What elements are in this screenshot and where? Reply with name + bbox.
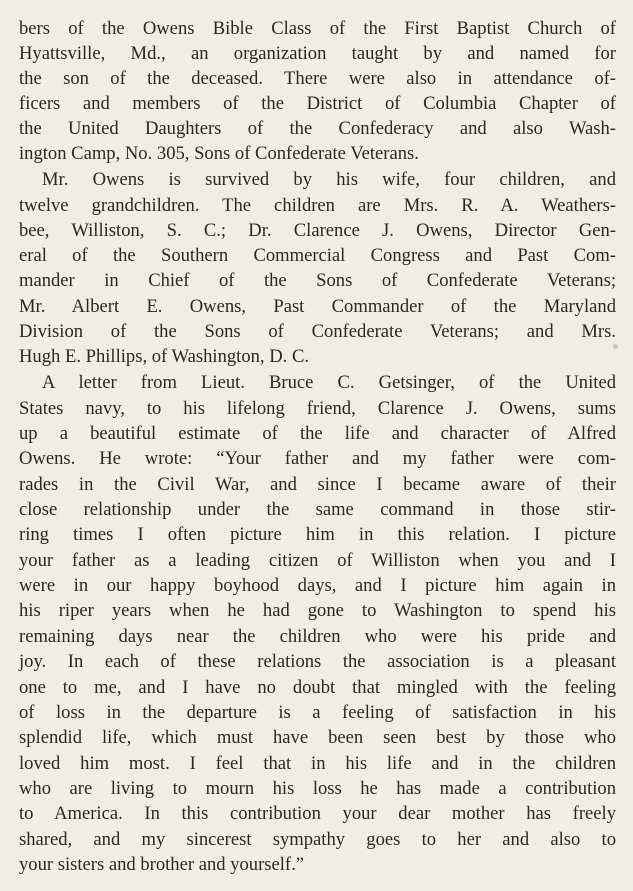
text-line: eral of the Southern Commercial Congress and Past Com- [19, 245, 616, 266]
text-line: Owens. He wrote: “Your father and my father were com- [19, 448, 616, 469]
text-line: of loss in the departure is a feeling of satisfaction in his [19, 702, 616, 723]
text-line: were in our happy boyhood days, and I picture him again in [19, 575, 616, 596]
text-line: twelve grandchildren. The children are Mrs. R. A. Weathers- [19, 195, 616, 216]
text-line: the United Daughters of the Confederacy and also Wash- [19, 118, 616, 139]
text-line: your father as a leading citizen of Williston when you and I [19, 550, 616, 571]
text-line: ficers and members of the District of Columbia Chapter of [19, 93, 616, 114]
text-line: rades in the Civil War, and since I became aware of their [19, 474, 616, 495]
text-line: joy. In each of these relations the association is a pleasant [19, 651, 616, 672]
text-line: Hyattsville, Md., an organization taught by and named for [19, 43, 616, 64]
text-line: up a beautiful estimate of the life and character of Alfred [19, 423, 616, 444]
paper-speck [613, 344, 618, 349]
text-line: Mr. Albert E. Owens, Past Commander of the Maryland [19, 296, 616, 317]
text-line: who are living to mourn his loss he has made a contribution [19, 778, 616, 799]
text-line: the son of the deceased. There were also in attendance of- [19, 68, 616, 89]
text-line: one to me, and I have no doubt that mingled with the feeling [19, 677, 616, 698]
text-line: your sisters and brother and yourself.” [19, 854, 305, 875]
text-line: Hugh E. Phillips, of Washington, D. C. [19, 346, 309, 367]
text-line: Division of the Sons of Confederate Veterans; and Mrs. [19, 321, 616, 342]
text-line: remaining days near the children who were his pride and [19, 626, 616, 647]
text-line: his riper years when he had gone to Washington to spend his [19, 600, 616, 621]
text-line: bee, Williston, S. C.; Dr. Clarence J. Owens, Director Gen- [19, 220, 616, 241]
text-line: ington Camp, No. 305, Sons of Confederate Veterans. [19, 143, 419, 164]
text-line: Mr. Owens is survived by his wife, four children, and [42, 169, 616, 190]
text-line: close relationship under the same command in those stir- [19, 499, 616, 520]
text-line: A letter from Lieut. Bruce C. Getsinger, of the United [42, 372, 616, 393]
text-line: ring times I often picture him in this relation. I picture [19, 524, 616, 545]
text-line: to America. In this contribution your dear mother has freely [19, 803, 616, 824]
text-line: mander in Chief of the Sons of Confederate Veterans; [19, 270, 616, 291]
text-line: States navy, to his lifelong friend, Clarence J. Owens, sums [19, 398, 616, 419]
text-line: shared, and my sincerest sympathy goes to her and also to [19, 829, 616, 850]
text-line: loved him most. I feel that in his life and in the children [19, 753, 616, 774]
text-line: bers of the Owens Bible Class of the First Baptist Church of [19, 18, 616, 39]
text-line: splendid life, which must have been seen best by those who [19, 727, 616, 748]
